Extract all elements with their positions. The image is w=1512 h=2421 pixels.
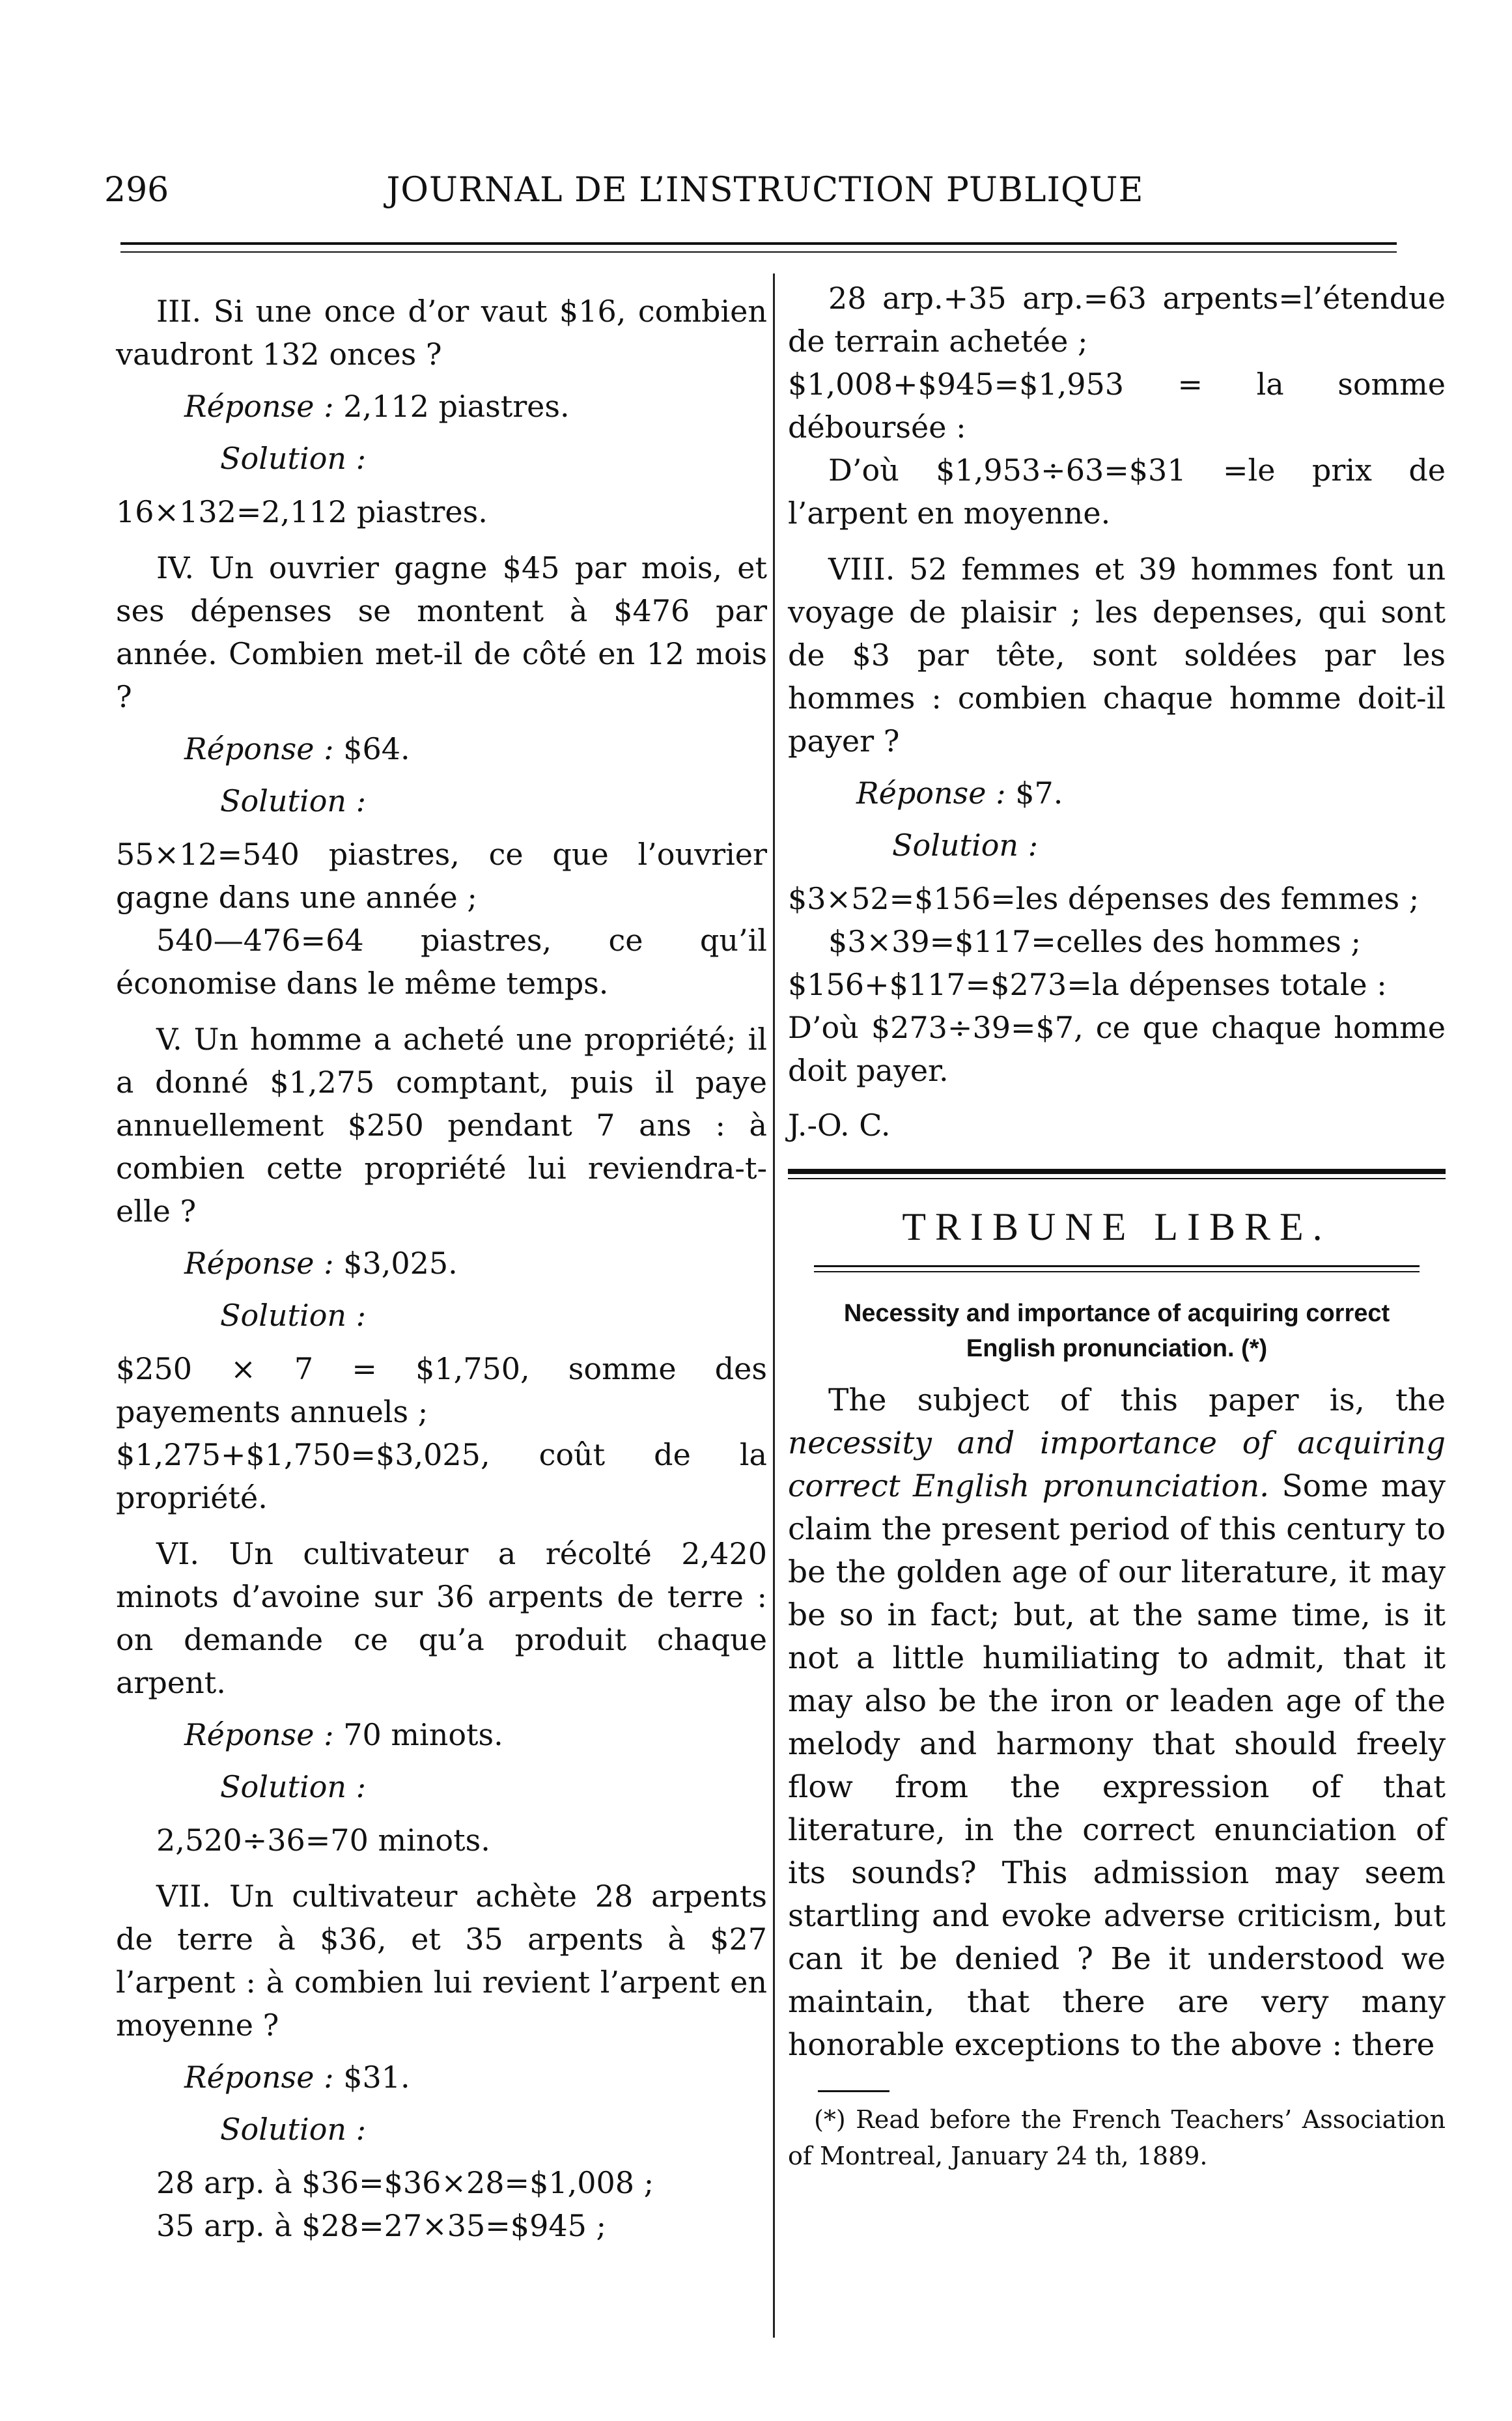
header-rule xyxy=(120,242,1397,245)
problem-3: III. Si une once d’or vaut $16, combien vaudront 132 onces ? xyxy=(116,294,767,372)
solution-line: 2,520÷36=70 minots. xyxy=(156,1823,490,1858)
article-paragraph: The subject of this paper is, the necessity and importance of acquiring correct English pronunciation. Some may claim the present period of this century to be the golden age of our literature, it may be so in fact; but, at the same time, is it not a little humiliating to admit, that it may also be the iron or leaden age of the melody and harmony that should freely flow from the expression of that literature, in the correct enunciation of its sounds? This admission may seem startling and evoke adverse criticism, but can it be denied ? Be it understood we maintain, that there are very many honorable exceptions to the above : there xyxy=(788,1382,1446,2063)
solution-line: $3×52=$156=les dépenses des femmes ; xyxy=(788,881,1420,916)
problem-4: IV. Un ouvrier gagne $45 par mois, et ses dépenses se montent à $476 par année. Combien met-il de côté en 12 mois ? xyxy=(116,550,767,714)
solution-line: $156+$117=$273=la dépenses totale : xyxy=(788,967,1387,1002)
solution-line: 540—476=64 piastres, ce qu’il économise dans le même temps. xyxy=(116,923,767,1001)
problem-6: VI. Un cultivateur a récolté 2,420 minots d’avoine sur 36 arpents de terre : on demande ce qu’a produit chaque arpent. xyxy=(116,1536,767,1700)
section-title: TRIBUNE LIBRE. xyxy=(902,1205,1332,1248)
left-column xyxy=(116,277,767,2247)
answer: Réponse : 70 minots. xyxy=(184,1717,503,1752)
header-rule xyxy=(120,251,1397,253)
page-header xyxy=(104,171,1426,216)
column-divider xyxy=(773,273,775,2338)
problem-8: VIII. 52 femmes et 39 hommes font un voyage de plaisir ; les depenses, qui sont de $3 par tête, sont soldées par les hommes : combien chaque homme doit-il payer ? xyxy=(788,552,1446,759)
solution-line: $3×39=$117=celles des hommes ; xyxy=(828,924,1362,959)
solution-line: D’où $1,953÷63=$31 =le prix de l’arpent en moyenne. xyxy=(788,453,1446,531)
running-title: JOURNAL DE L’INSTRUCTION PUBLIQUE xyxy=(386,171,1144,210)
page-number: 296 xyxy=(104,171,169,210)
solution-label: Solution : xyxy=(220,2112,367,2147)
section-rule xyxy=(788,1169,1446,1174)
solution-line: D’où $273÷39=$7, ce que chaque homme doit payer. xyxy=(788,1010,1446,1088)
section-rule xyxy=(788,1178,1446,1179)
article-title: Necessity and importance of acquiring correct English pronunciation. (*) xyxy=(843,1300,1390,1362)
section-rule xyxy=(814,1271,1420,1272)
solution-label: Solution : xyxy=(892,828,1039,863)
answer: Réponse : $64. xyxy=(184,731,410,766)
solution-label: Solution : xyxy=(220,441,367,476)
section-rule xyxy=(814,1265,1420,1267)
solution-line: $1,008+$945=$1,953 = la somme déboursée : xyxy=(788,367,1446,445)
solution-line: 35 arp. à $28=27×35=$945 ; xyxy=(156,2208,606,2243)
solution-line: 28 arp.+35 arp.=63 arpents=l’étendue de terrain achetée ; xyxy=(788,281,1446,359)
problem-5: V. Un homme a acheté une propriété; il a donné $1,275 comptant, puis il paye annuellement $250 pendant 7 ans : à combien cette propriété lui reviendra-t-elle ? xyxy=(116,1022,767,1229)
right-column xyxy=(788,277,1446,2174)
solution-label: Solution : xyxy=(220,1298,367,1333)
problem-7: VII. Un cultivateur achète 28 arpents de terre à $36, et 35 arpents à $27 l’arpent : à combien lui revient l’arpent en moyenne ? xyxy=(116,1879,767,2043)
solution-line: 55×12=540 piastres, ce que l’ouvrier gagne dans une année ; xyxy=(116,837,767,915)
answer: Réponse : 2,112 piastres. xyxy=(184,389,570,424)
solution-label: Solution : xyxy=(220,1769,367,1804)
signature: J.-O. C. xyxy=(788,1108,891,1143)
solution-line: $1,275+$1,750=$3,025, coût de la propriété. xyxy=(116,1437,767,1515)
footnote-rule xyxy=(818,2090,889,2092)
solution-label: Solution : xyxy=(220,783,367,819)
footnote: (*) Read before the French Teachers’ Association of Montreal, January 24 th, 1889. xyxy=(788,2105,1446,2170)
answer: Réponse : $7. xyxy=(856,776,1063,811)
answer: Réponse : $31. xyxy=(184,2060,410,2095)
solution-line: 16×132=2,112 piastres. xyxy=(116,494,488,529)
article-body xyxy=(788,1379,1446,2067)
solution-line: 28 arp. à $36=$36×28=$1,008 ; xyxy=(156,2165,654,2200)
answer: Réponse : $3,025. xyxy=(184,1246,458,1281)
solution-line: $250 × 7 = $1,750, somme des payements annuels ; xyxy=(116,1351,767,1429)
